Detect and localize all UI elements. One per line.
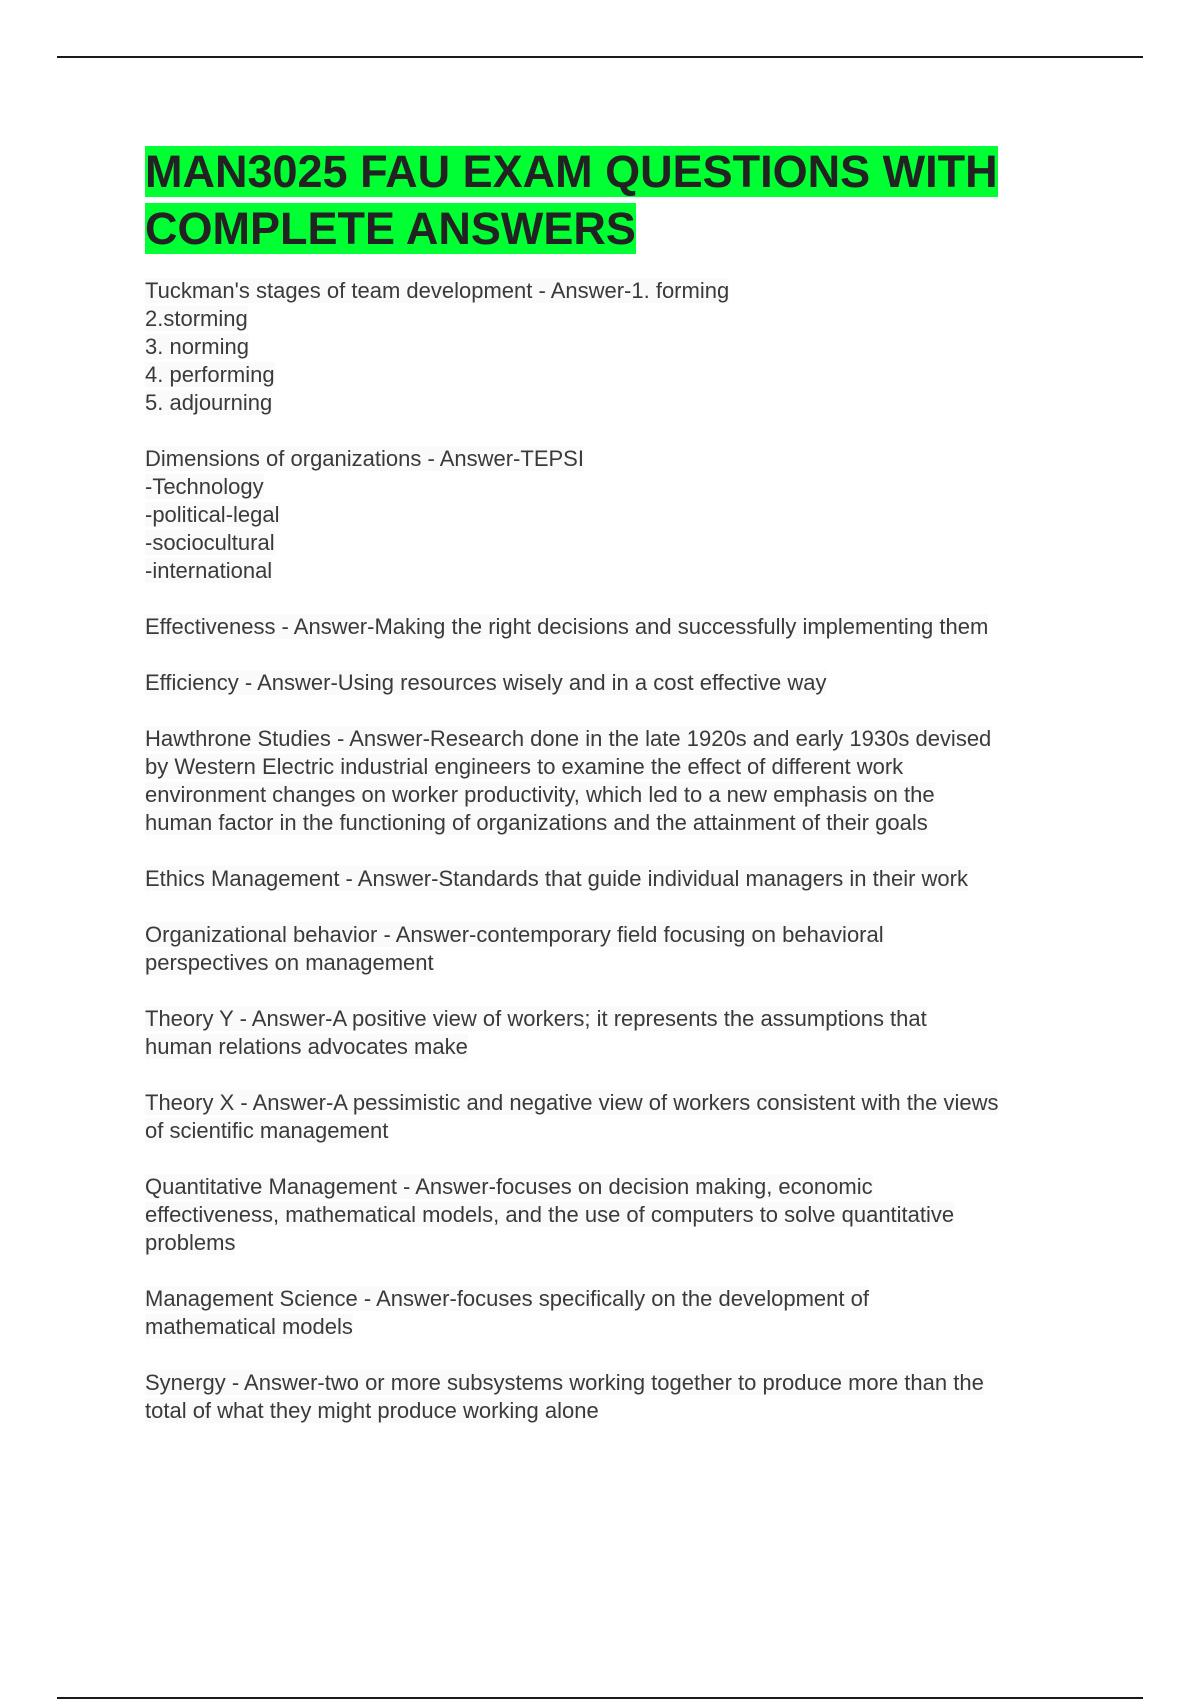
qa-line-text: Theory Y - Answer-A positive view of workers; it represents the assumptions that [145, 1006, 927, 1031]
qa-line [145, 529, 1095, 557]
qa-line-text: of scientific management [145, 1118, 389, 1143]
qa-line [145, 277, 1095, 305]
qa-line-text: Dimensions of organizations - Answer-TEPSI [145, 446, 584, 471]
qa-line-text: Efficiency - Answer-Using resources wisely and in a cost effective way [145, 670, 827, 695]
qa-line [145, 753, 1095, 781]
qa-line-text: Synergy - Answer-two or more subsystems working together to produce more than the [145, 1370, 984, 1395]
qa-line [145, 1089, 1095, 1117]
qa-line-text: -sociocultural [145, 530, 275, 555]
qa-line [145, 1313, 1095, 1341]
qa-line [145, 1229, 1095, 1257]
qa-line [145, 389, 1095, 417]
qa-line [145, 1033, 1095, 1061]
document-title [145, 143, 1095, 257]
qa-line-text: Organizational behavior - Answer-contemporary field focusing on behavioral [145, 922, 884, 947]
qa-line-text: 2.storming [145, 306, 248, 331]
qa-item [145, 865, 1095, 893]
qa-line-text: Hawthrone Studies - Answer-Research done in the late 1920s and early 1930s devised [145, 726, 992, 751]
qa-item [145, 921, 1095, 977]
qa-line-text: total of what they might produce working alone [145, 1398, 599, 1423]
qa-line-text: effectiveness, mathematical models, and the use of computers to solve quantitative [145, 1202, 955, 1227]
qa-line-text: -political-legal [145, 502, 280, 527]
qa-line-text: 3. norming [145, 334, 249, 359]
qa-line-text: mathematical models [145, 1314, 353, 1339]
qa-line [145, 473, 1095, 501]
title-line-2: COMPLETE ANSWERS [145, 203, 636, 254]
qa-item [145, 1089, 1095, 1145]
qa-line [145, 809, 1095, 837]
qa-item [145, 1369, 1095, 1425]
qa-line [145, 921, 1095, 949]
qa-item [145, 1285, 1095, 1341]
qa-line [145, 1117, 1095, 1145]
qa-line [145, 1005, 1095, 1033]
qa-line [145, 445, 1095, 473]
header-rule [57, 56, 1143, 58]
qa-line-text: -Technology [145, 474, 264, 499]
qa-line [145, 865, 1095, 893]
qa-item [145, 1005, 1095, 1061]
qa-line [145, 613, 1095, 641]
qa-line-text: Quantitative Management - Answer-focuses on decision making, economic [145, 1174, 873, 1199]
qa-line [145, 669, 1095, 697]
qa-line-text: environment changes on worker productivity, which led to a new emphasis on the [145, 782, 935, 807]
qa-item [145, 1173, 1095, 1257]
qa-line [145, 361, 1095, 389]
qa-line-text: Theory X - Answer-A pessimistic and negative view of workers consistent with the views [145, 1090, 999, 1115]
qa-line [145, 1285, 1095, 1313]
qa-line [145, 305, 1095, 333]
qa-line-text: 5. adjourning [145, 390, 273, 415]
qa-line-text: perspectives on management [145, 950, 434, 975]
qa-line [145, 333, 1095, 361]
qa-line-text: 4. performing [145, 362, 275, 387]
qa-line-text: Tuckman's stages of team development - Answer-1. forming [145, 278, 730, 303]
qa-line [145, 1369, 1095, 1397]
document-body [145, 143, 1095, 1453]
qa-line-text: problems [145, 1230, 236, 1255]
qa-line [145, 725, 1095, 753]
qa-line [145, 557, 1095, 585]
qa-line-text: Effectiveness - Answer-Making the right decisions and successfully implementing them [145, 614, 989, 639]
qa-line-text: Management Science - Answer-focuses specifically on the development of [145, 1286, 869, 1311]
qa-item [145, 445, 1095, 585]
qa-line-text: Ethics Management - Answer-Standards that guide individual managers in their work [145, 866, 968, 891]
qa-item [145, 277, 1095, 417]
qa-line [145, 1173, 1095, 1201]
qa-item [145, 725, 1095, 837]
qa-line-text: -international [145, 558, 273, 583]
qa-line-text: by Western Electric industrial engineers to examine the effect of different work [145, 754, 904, 779]
qa-line [145, 949, 1095, 977]
qa-line [145, 501, 1095, 529]
qa-line-text: human relations advocates make [145, 1034, 468, 1059]
qa-line [145, 781, 1095, 809]
qa-item [145, 613, 1095, 641]
qa-line [145, 1397, 1095, 1425]
qa-line-text: human factor in the functioning of organizations and the attainment of their goals [145, 810, 928, 835]
title-highlight [145, 146, 998, 254]
qa-list [145, 277, 1095, 1425]
qa-item [145, 669, 1095, 697]
qa-line [145, 1201, 1095, 1229]
footer-rule [57, 1697, 1143, 1699]
title-line-1: MAN3025 FAU EXAM QUESTIONS WITH [145, 146, 998, 197]
